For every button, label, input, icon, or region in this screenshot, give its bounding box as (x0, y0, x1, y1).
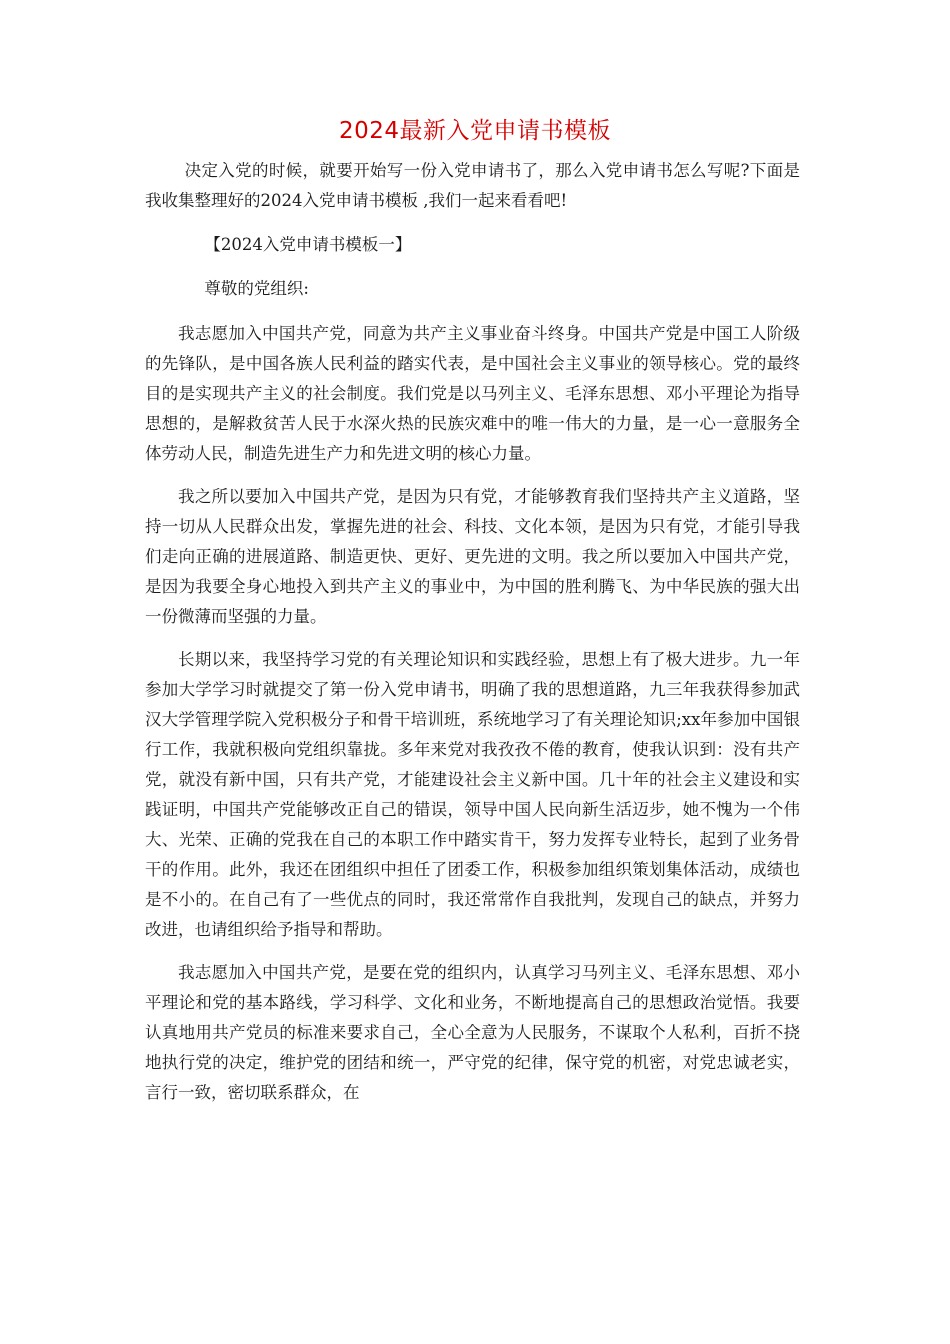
body-paragraph: 我志愿加入中国共产党，同意为共产主义事业奋斗终身。中国共产党是中国工人阶级的先锋队，是中国各族人民利益的踏实代表，是中国社会主义事业的领导核心。党的最终目的是实现共产主义的社会制度。我们党是以马列主义、毛泽东思想、邓小平理论为指导思想的，是解救贫苦人民于水深火热的民族灾难中的唯一伟大的力量，是一心一意服务全体劳动人民，制造先进生产力和先进文明的核心力量。 (145, 324, 800, 463)
section-heading: 【2024入党申请书模板一】 (204, 235, 412, 254)
salutation: 尊敬的党组织: (204, 279, 309, 298)
body-paragraph: 我志愿加入中国共产党，是要在党的组织内，认真学习马列主义、毛泽东思想、邓小平理论和党的基本路线，学习科学、文化和业务，不断地提高自己的思想政治觉悟。我要认真地用共产党员的标准来要求自己，全心全意为人民服务，不谋取个人私利，百折不挠地执行党的决定，维护党的团结和统一，严守党的纪律，保守党的机密，对党忠诚老实，言行一致，密切联系群众，在 (145, 963, 800, 1102)
document-body (145, 156, 800, 1121)
body-paragraph: 长期以来，我坚持学习党的有关理论知识和实践经验，思想上有了极大进步。九一年参加大学学习时就提交了第一份入党申请书，明确了我的思想道路，九三年我获得参加武汉大学管理学院入党积极分子和骨干培训班，系统地学习了有关理论知识;xx年参加中国银行工作，我就积极向党组织靠拢。多年来党对我孜孜不倦的教育，使我认识到：没有共产党，就没有新中国，只有共产党，才能建设社会主义新中国。几十年的社会主义建设和实践证明，中国共产党能够改正自己的错误，领导中国人民向新生活迈步，她不愧为一个伟大、光荣、正确的党我在自己的本职工作中踏实肯干，努力发挥专业特长，起到了业务骨干的作用。此外，我还在团组织中担任了团委工作，积极参加组织策划集体活动，成绩也是不小的。在自己有了一些优点的同时，我还常常作自我批判，发现自己的缺点，并努力改进，也请组织给予指导和帮助。 (145, 650, 800, 939)
body-paragraph: 我之所以要加入中国共产党，是因为只有党，才能够教育我们坚持共产主义道路，坚持一切从人民群众出发，掌握先进的社会、科技、文化本领，是因为只有党，才能引导我们走向正确的进展道路、制造更快、更好、更先进的文明。我之所以要加入中国共产党，是因为我要全身心地投入到共产主义的事业中，为中国的胜利腾飞、为中华民族的强大出一份微薄而坚强的力量。 (145, 487, 800, 626)
intro-paragraph: 决定入党的时候，就要开始写一份入党申请书了，那么入党申请书怎么写呢?下面是我收集整理好的2024入党申请书模板 ,我们一起来看看吧! (145, 161, 800, 210)
document-title: 2024最新入党申请书模板 (338, 118, 612, 144)
